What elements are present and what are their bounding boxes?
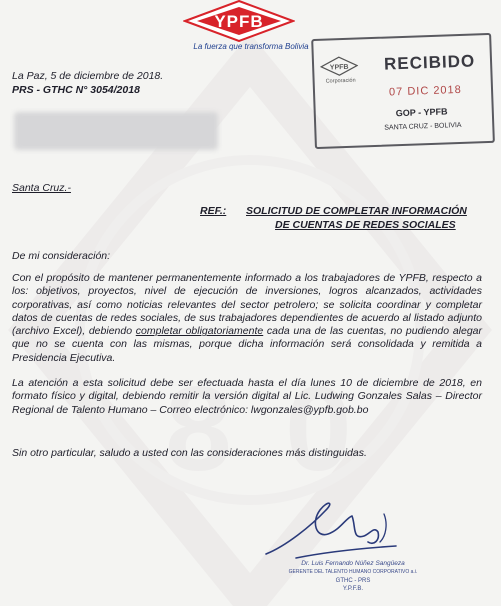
closing-line: Sin otro particular, saludo a usted con las consideraciones más distinguidas. bbox=[12, 447, 367, 459]
stamp-received-text: RECIBIDO bbox=[383, 51, 476, 74]
received-stamp bbox=[311, 33, 493, 147]
signatory-org: Y.P.F.B. bbox=[342, 586, 364, 592]
greeting: De mi consideración: bbox=[12, 250, 111, 262]
redacted-recipient bbox=[14, 112, 218, 150]
ref-label: REF.: bbox=[200, 205, 227, 217]
svg-text:0: 0 bbox=[285, 362, 352, 496]
svg-text:YPFB: YPFB bbox=[329, 63, 349, 72]
handwritten-signature bbox=[256, 496, 406, 568]
signatory-title: GERENTE DEL TALENTO HUMANO CORPORATIVO a.i. bbox=[288, 569, 418, 575]
stamp-city: SANTA CRUZ - BOLIVIA bbox=[384, 121, 462, 132]
svg-text:YPFB: YPFB bbox=[214, 12, 264, 31]
stamp-date: 07 DIC 2018 bbox=[388, 83, 463, 99]
stamp-corp-label: Corporación bbox=[325, 77, 356, 85]
svg-text:8: 8 bbox=[165, 362, 232, 496]
logo-tagline: La fuerza que transforma Bolivia bbox=[193, 42, 309, 51]
signatory-name: Dr. Luis Fernando Núñez Sangüeza bbox=[301, 560, 405, 567]
reference-code: PRS - GTHC N° 3054/2018 bbox=[12, 84, 140, 96]
body-paragraph-1 bbox=[12, 272, 482, 365]
stamp-office: GOP - YPFB bbox=[395, 106, 448, 119]
stamp-ypfb-logo bbox=[320, 56, 359, 77]
place-date: La Paz, 5 de diciembre de 2018. bbox=[12, 70, 164, 82]
ypfb-logo bbox=[183, 0, 295, 42]
ref-subject-line-1: SOLICITUD DE COMPLETAR INFORMACIÓN bbox=[246, 205, 467, 217]
paragraph-1-emphasis: completar obligatoriamente bbox=[135, 325, 264, 338]
recipient-city: Santa Cruz.- bbox=[12, 182, 71, 194]
signatory-unit: GTHC - PRS bbox=[335, 578, 371, 584]
paragraph-1-part-b: cada una de las cuentas, no pudiendo alegar que no se cuenta con las mismas, porque dicha información será consolidada y remitida a Presidencia Ejecutiva. bbox=[12, 325, 483, 364]
body-paragraph-2: La atención a esta solicitud debe ser efectuada hasta el día lunes 10 de diciembre de 2018, en formato físico y digital, debiendo remitir la versión digital al Lic. Ludwing Gonzales Salas – Director Regional de Talento Humano – Correo electrónico: lwgonzales@ypfb.gob.bo bbox=[12, 377, 482, 416]
paragraph-1-part-a: Con el propósito de mantener permanentemente informado a los trabajadores de YPFB, respecto a los: objetivos, proyectos, nivel de ejecución de inversiones, logros alcanzados, actividades corporativas, así como noticias relevantes del sector petrolero; se solicita coordinar y completar datos de cuentas de redes sociales, de sus trabajadores dependientes de acuerdo al listado adjunto (archivo Excel), debiendo bbox=[12, 272, 482, 338]
ref-subject-line-2: DE CUENTAS DE REDES SOCIALES bbox=[275, 219, 456, 231]
